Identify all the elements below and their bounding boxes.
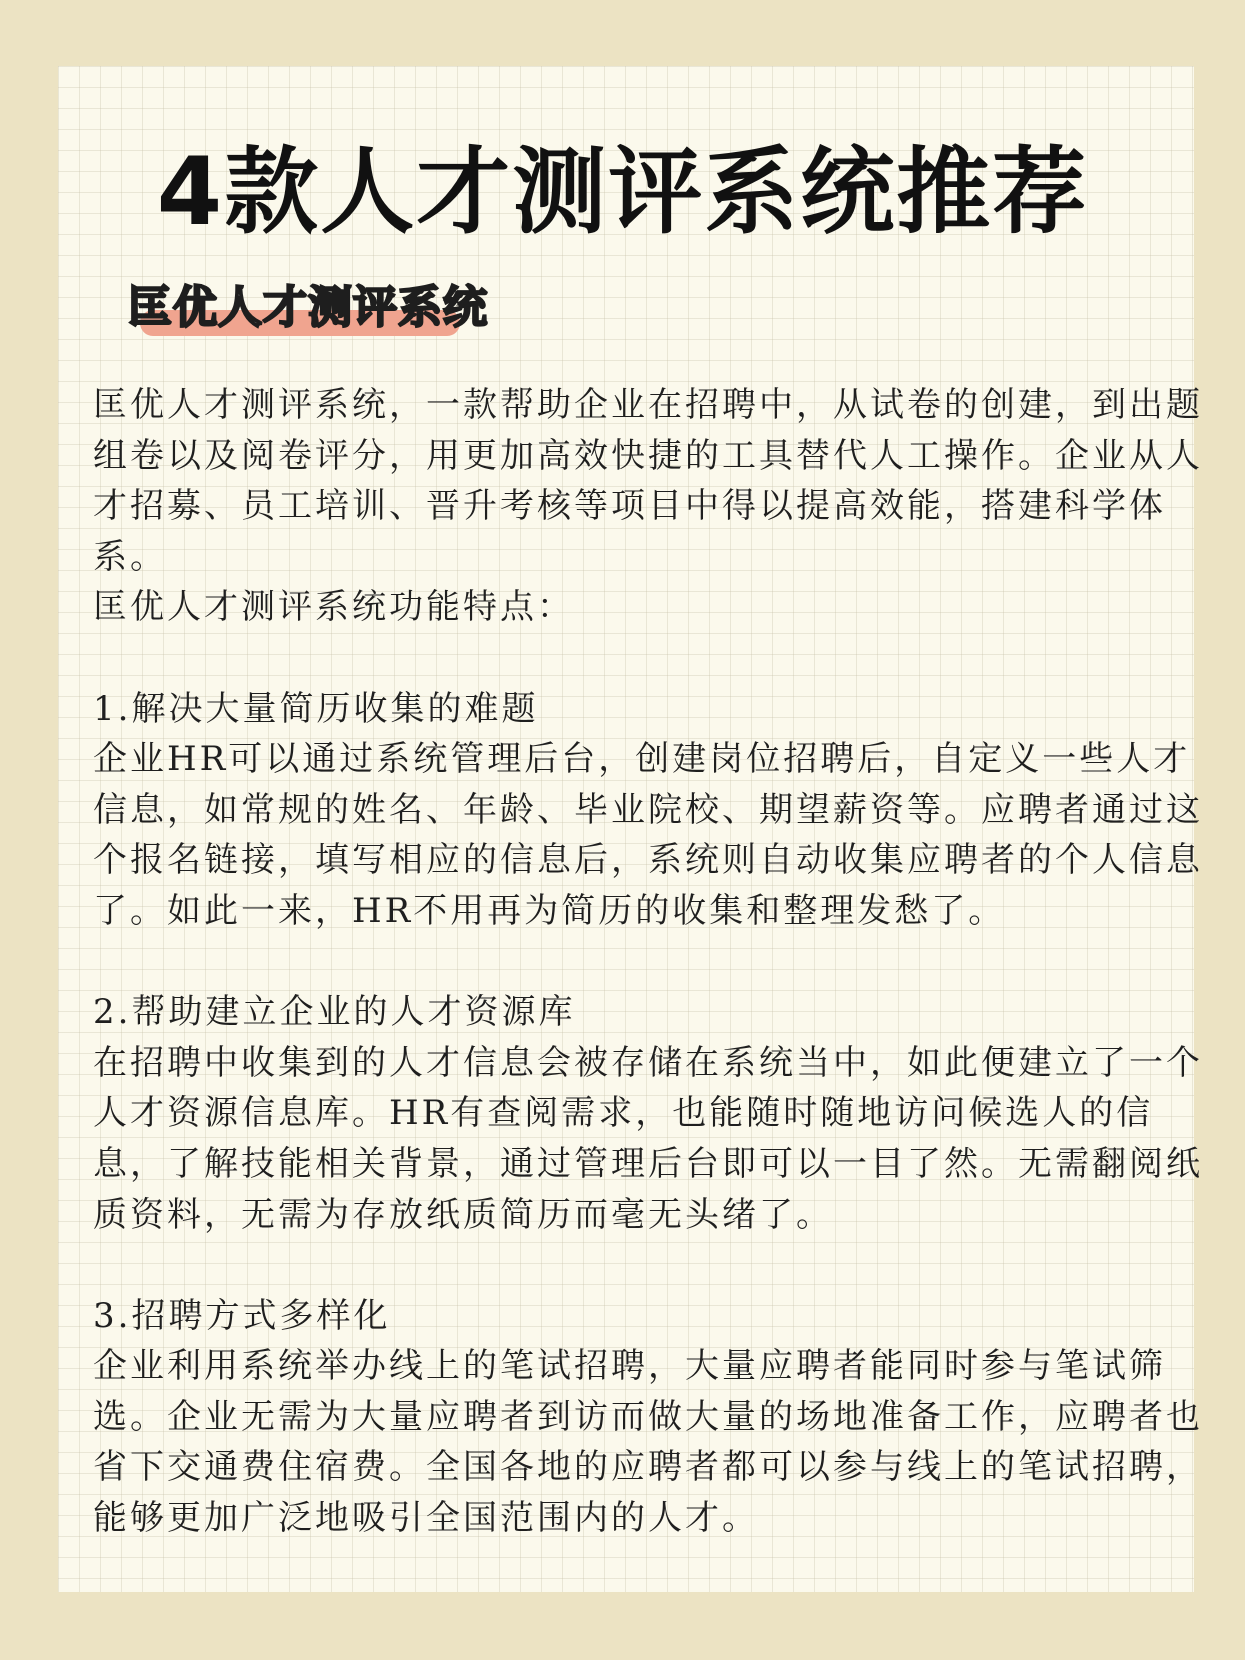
article-body <box>93 380 1203 1544</box>
section-body: 企业HR可以通过系统管理后台，创建岗位招聘后，自定义一些人才信息，如常规的姓名、年龄、毕业院校、期望薪资等。应聘者通过这个报名链接，填写相应的信息后，系统则自动收集应聘者的个人信息了。如此一来，HR不用再为简历的收集和整理发愁了。 <box>93 739 1203 931</box>
page-title: 4款人才测评系统推荐 <box>156 138 1089 247</box>
intro-paragraph: 匡优人才测评系统，一款帮助企业在招聘中，从试卷的创建，到出题组卷以及阅卷评分，用更加高效快捷的工具替代人工操作。企业从人才招募、员工培训、晋升考核等项目中得以提高效能，搭建科学体系。 <box>93 385 1203 577</box>
subtitle-block <box>128 278 488 338</box>
spacer <box>93 1240 1203 1291</box>
section-body: 企业利用系统举办线上的笔试招聘，大量应聘者能同时参与笔试筛选。企业无需为大量应聘者到访而做大量的场地准备工作，应聘者也省下交通费住宿费。全国各地的应聘者都可以参与线上的笔试招聘，能够更加广泛地吸引全国范围内的人才。 <box>93 1346 1203 1539</box>
section-body: 在招聘中收集到的人才信息会被存储在系统当中，如此便建立了一个人才资源信息库。HR有查阅需求，也能随时随地访问候选人的信息，了解技能相关背景，通过管理后台即可以一目了然。无需翻阅纸质资料，无需为存放纸质简历而毫无头绪了。 <box>93 1042 1203 1235</box>
spacer <box>93 633 1203 684</box>
section-heading: 1.解决大量简历收集的难题 <box>93 688 539 729</box>
section-heading: 3.招聘方式多样化 <box>93 1295 391 1336</box>
section-heading: 2.帮助建立企业的人才资源库 <box>93 992 576 1033</box>
features-heading: 匡优人才测评系统功能特点： <box>93 587 574 628</box>
spacer <box>93 937 1203 988</box>
subtitle-text: 匡优人才测评系统 <box>128 282 488 333</box>
